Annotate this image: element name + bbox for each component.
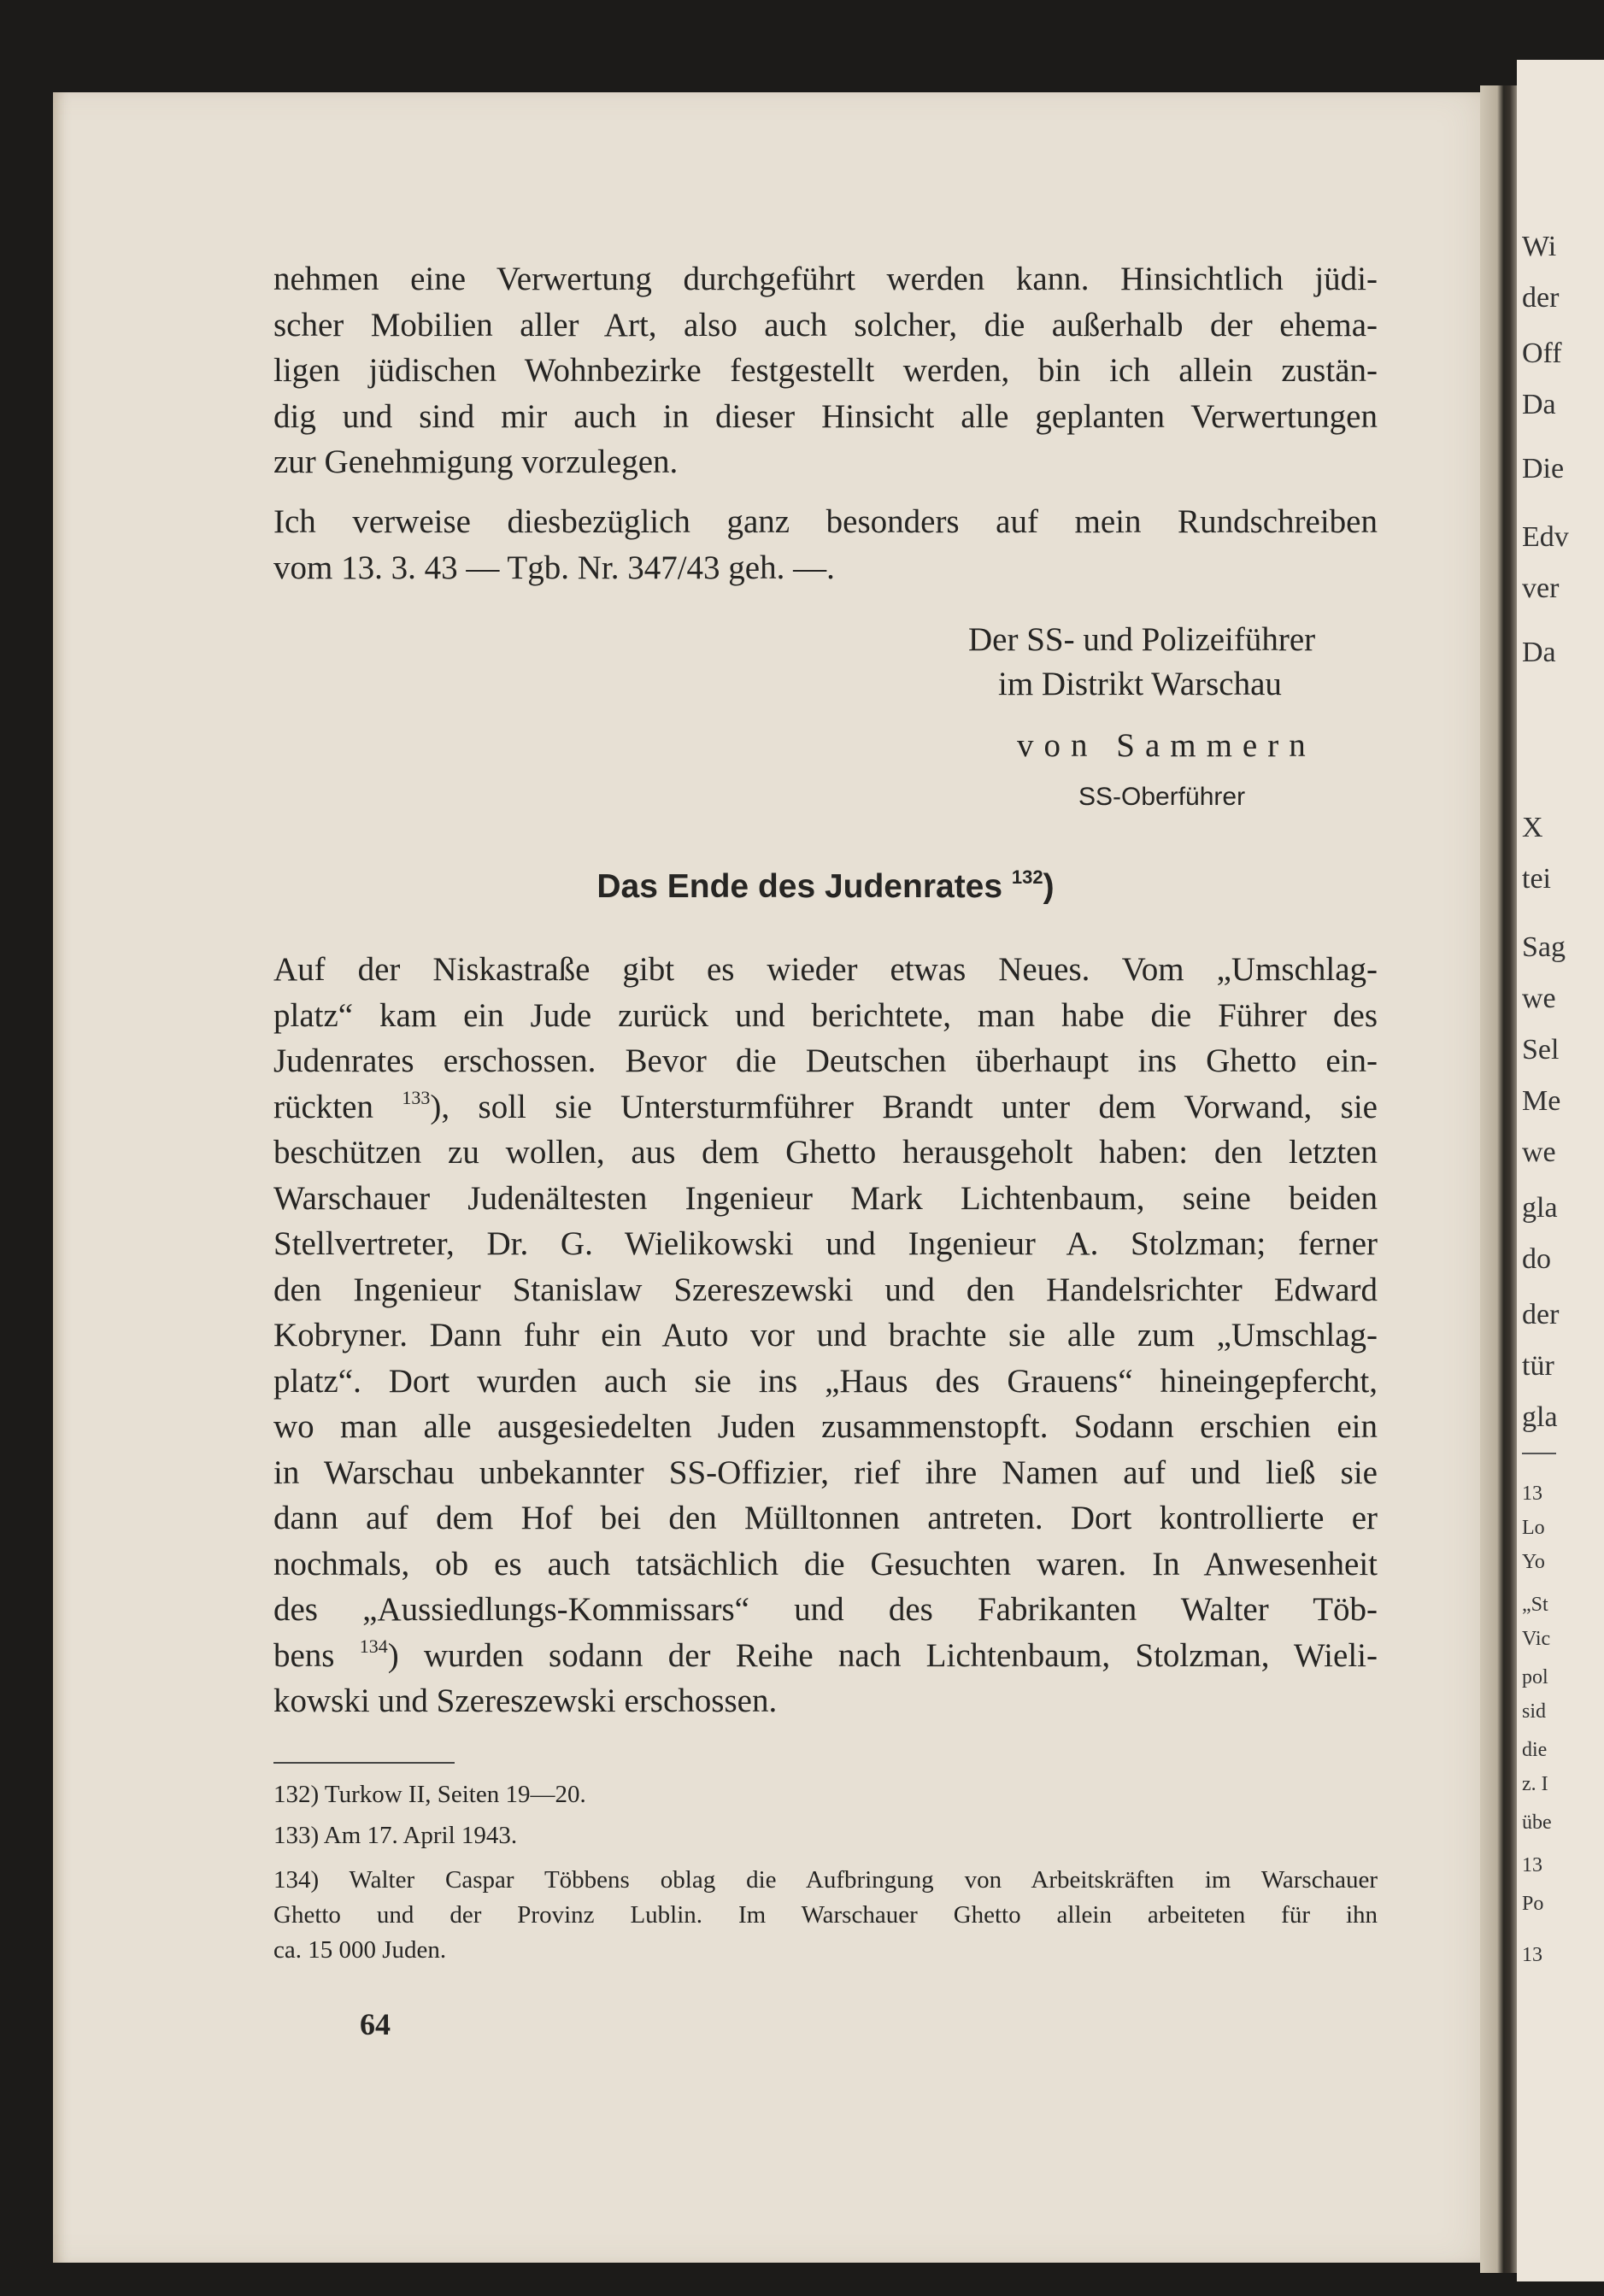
body-line: Auf der Niskastraße gibt es wieder etwas Neues. Vom „Umschlag- xyxy=(273,951,1378,988)
paragraph-reference xyxy=(273,499,1378,590)
adjacent-page-fragment: Wi xyxy=(1522,231,1557,262)
adjacent-page-edge xyxy=(1517,60,1604,2281)
body-line: in Warschau unbekannter SS-Offizier, rief ihre Namen auf und ließ sie xyxy=(273,1453,1378,1491)
adjacent-page-fragment: Yo xyxy=(1522,1551,1545,1573)
body-line: platz“ kam ein Jude zurück und berichtete, man habe die Führer des xyxy=(273,996,1378,1034)
paragraph-continuation xyxy=(273,256,1378,485)
adjacent-page-fragment: Sag xyxy=(1522,931,1566,963)
adjacent-page-fragment: tei xyxy=(1522,863,1551,895)
footnote-ref-133: 133 xyxy=(402,1086,431,1108)
signature-district: im Distrikt Warschau xyxy=(998,666,1282,702)
adjacent-page-fragment: 13 xyxy=(1522,1944,1542,1966)
adjacent-page-rule xyxy=(1522,1453,1556,1454)
heading-text: Das Ende des Judenrates xyxy=(596,868,1003,905)
adjacent-page-fragment: Me xyxy=(1522,1085,1561,1117)
adjacent-page-fragment: 13 xyxy=(1522,1854,1542,1876)
body-text: ) wurden sodann der Reihe nach Lichtenbaum, Stolzman, Wieli- xyxy=(387,1636,1378,1674)
footnote-line: ca. 15 000 Juden. xyxy=(273,1936,447,1964)
body-line: den Ingenieur Stanislaw Szereszewski und den Handelsrichter Edward xyxy=(273,1271,1378,1308)
adjacent-page-fragment: gla xyxy=(1522,1401,1558,1433)
adjacent-page-fragment: Lo xyxy=(1522,1517,1545,1539)
paragraph-line: scher Mobilien aller Art, also auch solcher, die außerhalb der ehema- xyxy=(273,306,1378,344)
body-line: beschützen zu wollen, aus dem Ghetto herausgeholt haben: den letzten xyxy=(273,1134,1378,1171)
adjacent-page-fragment: Off xyxy=(1522,338,1562,369)
adjacent-page-fragment: Po xyxy=(1522,1893,1544,1915)
body-paragraph xyxy=(273,947,1378,1724)
body-line: wo man alle ausgesiedelten Juden zusammenstopft. Sodann erschien ein xyxy=(273,1408,1378,1445)
heading-note-close: ) xyxy=(1043,868,1055,905)
adjacent-page-fragment: sid xyxy=(1522,1700,1547,1723)
adjacent-page-fragment: „St xyxy=(1522,1594,1548,1616)
adjacent-page-fragment: der xyxy=(1522,1299,1560,1330)
body-line: nochmals, ob es auch tatsächlich die Gesuchten waren. In Anwesenheit xyxy=(273,1545,1378,1583)
footnote-ref-134: 134 xyxy=(359,1635,388,1657)
page-number: 64 xyxy=(360,2007,391,2041)
signature-title: Der SS- und Polizeiführer xyxy=(968,621,1316,658)
paragraph-line: ligen jüdischen Wohnbezirke festgestellt werden, bin ich allein zustän- xyxy=(273,352,1378,389)
body-line: Kobryner. Dann fuhr ein Auto vor und brachte sie alle zum „Umschlag- xyxy=(273,1317,1378,1354)
body-text: bens xyxy=(273,1636,360,1674)
adjacent-page-fragment: Sel xyxy=(1522,1034,1560,1066)
body-line: platz“. Dort wurden auch sie ins „Haus des Grauens“ hineingepfercht, xyxy=(273,1362,1378,1400)
footnote-rule xyxy=(273,1762,455,1764)
body-text: ), soll sie Untersturmführer Brandt unter dem Vorwand, sie xyxy=(430,1088,1378,1125)
body-line xyxy=(273,1633,1378,1679)
footnote-line: 134) Walter Caspar Többens oblag die Aufbringung von Arbeitskräften im Warschauer xyxy=(273,1866,1378,1894)
body-text: rückten xyxy=(273,1088,402,1125)
footnote-line: Ghetto und der Provinz Lublin. Im Warschauer Ghetto allein arbeiteten für ihn xyxy=(273,1901,1378,1929)
footnote-134 xyxy=(273,1863,1378,1968)
paragraph-line: nehmen eine Verwertung durchgeführt werden kann. Hinsichtlich jüdi- xyxy=(273,261,1378,297)
body-line xyxy=(273,1084,1378,1130)
paragraph-line: Ich verweise diesbezüglich ganz besonders auf mein Rundschreiben xyxy=(273,503,1378,540)
heading-note-ref: 132 xyxy=(1011,866,1043,888)
adjacent-page-fragment: pol xyxy=(1522,1666,1548,1688)
footnote-133: 133) Am 17. April 1943. xyxy=(273,1822,518,1849)
adjacent-page-fragment: Die xyxy=(1522,453,1565,484)
body-line: dann auf dem Hof bei den Mülltonnen antreten. Dort kontrollierte er xyxy=(273,1500,1378,1536)
adjacent-page-fragment: z. I xyxy=(1522,1773,1548,1795)
adjacent-page-fragment: der xyxy=(1522,282,1560,314)
adjacent-page-fragment: gla xyxy=(1522,1192,1558,1224)
adjacent-page-fragment: übe xyxy=(1522,1812,1552,1834)
adjacent-page-fragment: do xyxy=(1522,1243,1551,1275)
section-heading xyxy=(273,868,1378,906)
signature-rank: SS-Oberführer xyxy=(1078,783,1246,811)
signature-name: von Sammern xyxy=(1017,727,1316,764)
adjacent-page-fragment: we xyxy=(1522,983,1556,1014)
body-line: Warschauer Judenältesten Ingenieur Mark Lichtenbaum, seine beiden xyxy=(273,1179,1378,1217)
body-line: Stellvertreter, Dr. G. Wielikowski und Ingenieur A. Stolzman; ferner xyxy=(273,1225,1378,1262)
adjacent-page-fragment: Da xyxy=(1522,389,1556,420)
adjacent-page-fragment: tür xyxy=(1522,1350,1554,1382)
footnote-132: 132) Turkow II, Seiten 19—20. xyxy=(273,1781,586,1808)
adjacent-page-fragment: X xyxy=(1522,812,1543,843)
adjacent-page-fragment: 13 xyxy=(1522,1483,1542,1505)
body-line: des „Aussiedlungs-Kommissars“ und des Fabrikanten Walter Töb- xyxy=(273,1591,1378,1628)
adjacent-page-fragment: ver xyxy=(1522,573,1560,604)
body-line: kowski und Szereszewski erschossen. xyxy=(273,1682,778,1719)
paragraph-line: vom 13. 3. 43 — Tgb. Nr. 347/43 geh. —. xyxy=(273,549,835,586)
paragraph-line: zur Genehmigung vorzulegen. xyxy=(273,443,679,480)
adjacent-page-fragment: Da xyxy=(1522,637,1556,668)
paragraph-line: dig und sind mir auch in dieser Hinsicht alle geplanten Verwertungen xyxy=(273,397,1378,435)
body-line: Judenrates erschossen. Bevor die Deutschen überhaupt ins Ghetto ein- xyxy=(273,1042,1378,1079)
adjacent-page-fragment: we xyxy=(1522,1136,1556,1168)
adjacent-page-fragment: Vic xyxy=(1522,1628,1551,1650)
adjacent-page-fragment: die xyxy=(1522,1739,1548,1761)
adjacent-page-fragment: Edv xyxy=(1522,521,1569,553)
